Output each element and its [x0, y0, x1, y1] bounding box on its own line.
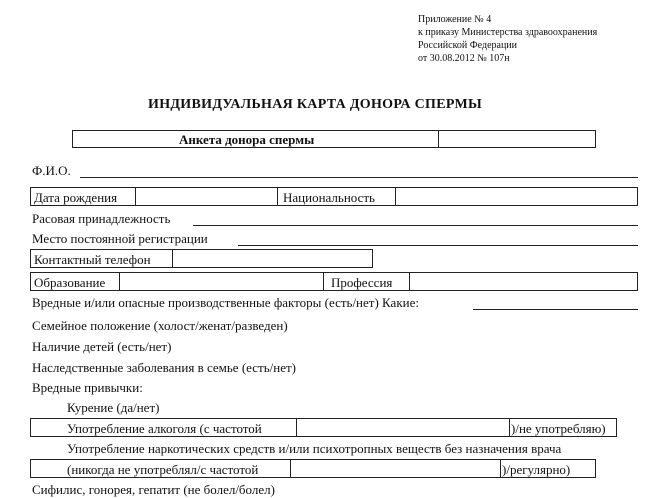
phone-row: [30, 249, 373, 268]
phone-field[interactable]: [173, 250, 372, 267]
questionnaire-header-box: [72, 130, 439, 148]
header-note-line4: от 30.08.2012 № 107н: [418, 53, 510, 64]
birth-date-label: Дата рождения: [34, 190, 118, 205]
marital-label: Семейное положение (холост/женат/разведен): [32, 318, 288, 333]
phone-label: Контактный телефон: [34, 252, 151, 267]
header-note-line2: к приказу Министерства здравоохранения: [418, 27, 598, 38]
page-title: ИНДИВИДУАЛЬНАЯ КАРТА ДОНОРА СПЕРМЫ: [148, 97, 483, 112]
alcohol-frequency-field[interactable]: [297, 419, 508, 436]
birth-date-field[interactable]: [136, 188, 276, 205]
drugs-frequency-row: [30, 459, 596, 478]
hazards-field[interactable]: [473, 309, 638, 310]
profession-field[interactable]: [410, 273, 637, 290]
education-field[interactable]: [120, 273, 322, 290]
registration-field[interactable]: [238, 245, 638, 246]
diseases-label: Сифилис, гонорея, гепатит (не болел/болел): [32, 482, 275, 497]
questionnaire-label: Анкета донора спермы: [179, 132, 315, 147]
hazards-label: Вредные и/или опасные производственные факторы (есть/нет) Какие:: [32, 295, 419, 310]
registration-label: Место постоянной регистрации: [32, 231, 208, 246]
education-profession-row: [30, 272, 638, 291]
fio-field[interactable]: [80, 177, 638, 178]
profession-label: Профессия: [331, 275, 393, 290]
alcohol-row: [30, 418, 617, 437]
race-label: Расовая принадлежность: [32, 211, 171, 226]
nationality-field[interactable]: [396, 188, 637, 205]
education-label: Образование: [34, 275, 106, 290]
hereditary-label: Наследственные заболевания в семье (есть/нет): [32, 360, 296, 375]
header-note-line1: Приложение № 4: [418, 14, 492, 25]
alcohol-label: Употребление алкоголя (с частотой: [67, 421, 262, 436]
children-label: Наличие детей (есть/нет): [32, 339, 172, 354]
nationality-label: Национальность: [283, 190, 375, 205]
questionnaire-number-field[interactable]: [438, 130, 596, 148]
drugs-never-label: (никогда не употреблял/с частотой: [67, 462, 259, 477]
habits-label: Вредные привычки:: [32, 380, 143, 395]
birth-nationality-row: [30, 187, 638, 206]
smoking-label: Курение (да/нет): [67, 400, 160, 415]
race-field[interactable]: [193, 225, 638, 226]
drugs-frequency-field[interactable]: [291, 460, 499, 477]
header-note-line3: Российской Федерации: [418, 40, 518, 51]
alcohol-suffix: )/не употребляю): [511, 421, 606, 436]
drugs-suffix: )/регулярно): [502, 462, 571, 477]
fio-label: Ф.И.О.: [32, 163, 71, 178]
drugs-label: Употребление наркотических средств и/или психотропных веществ без назначения врача: [67, 441, 562, 456]
